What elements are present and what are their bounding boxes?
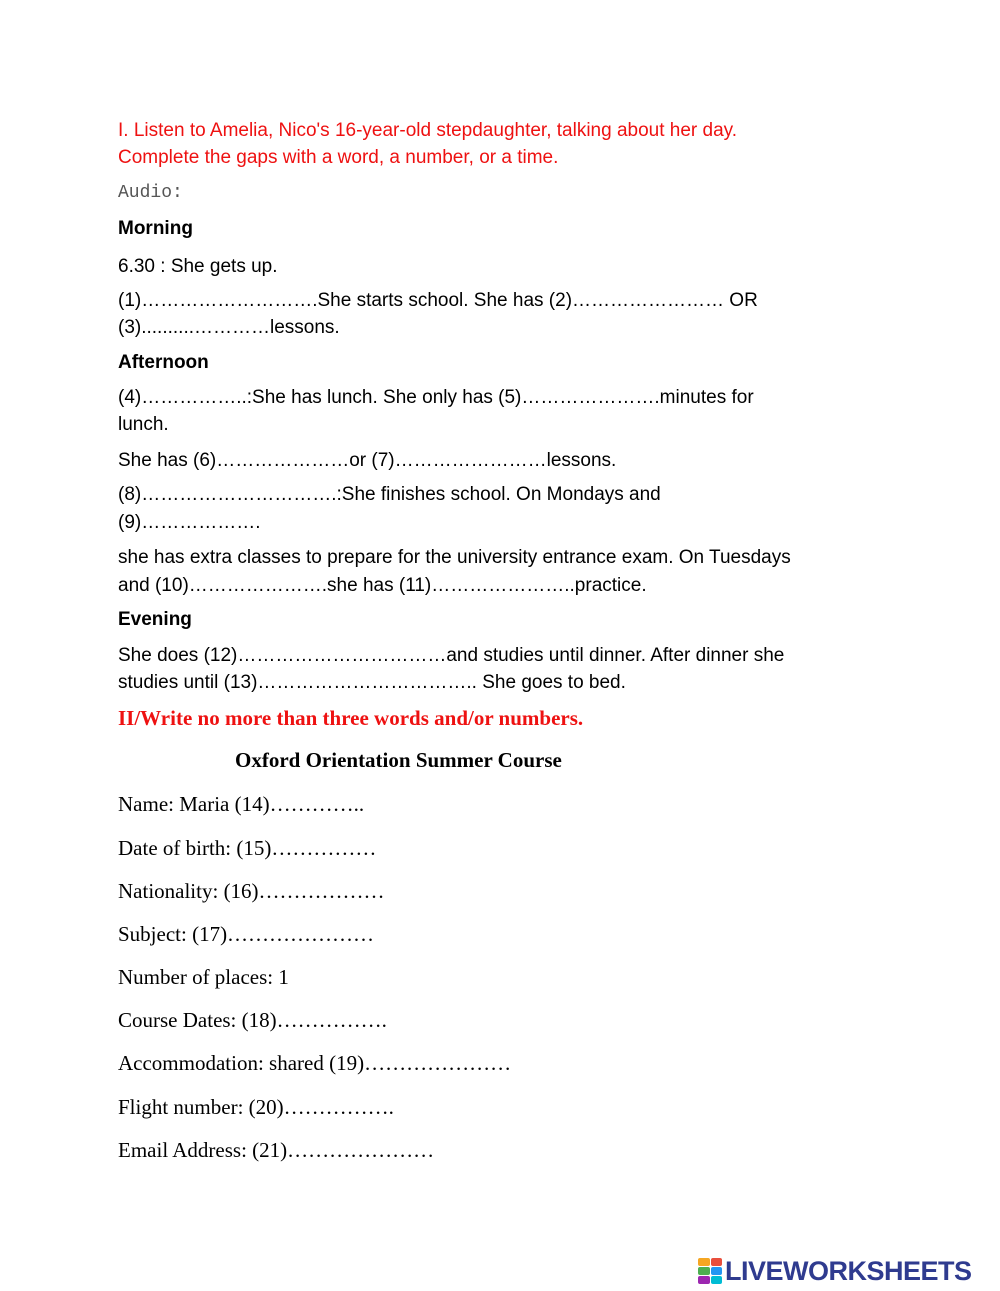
field-accommodation: Accommodation: shared (19)………………… bbox=[118, 1051, 512, 1075]
morning-line-1: 6.30 : She gets up. bbox=[118, 256, 278, 277]
field-subject: Subject: (17)………………… bbox=[118, 922, 375, 946]
afternoon-line-3: She has (6)…………………or (7)……………………lessons. bbox=[118, 450, 617, 471]
field-name: Name: Maria (14)………….. bbox=[118, 792, 365, 816]
afternoon-line-1: (4)……………..:She has lunch. She only has (5)………………….minutes for bbox=[118, 387, 754, 408]
liveworksheets-logo-icon bbox=[698, 1258, 722, 1284]
liveworksheets-logo[interactable] bbox=[698, 1257, 972, 1285]
liveworksheets-logo-text: LIVEWORKSHEETS bbox=[725, 1256, 972, 1286]
afternoon-line-4: (8)………………………….:She finishes school. On Mondays and bbox=[118, 484, 661, 505]
field-date-of-birth: Date of birth: (15)…………… bbox=[118, 836, 377, 860]
course-title: Oxford Orientation Summer Course bbox=[235, 748, 562, 772]
field-number-of-places: Number of places: 1 bbox=[118, 965, 289, 989]
afternoon-heading: Afternoon bbox=[118, 352, 209, 373]
field-email-address: Email Address: (21)………………… bbox=[118, 1138, 435, 1162]
morning-line-3: (3)..........…………lessons. bbox=[118, 317, 340, 338]
audio-label: Audio: bbox=[118, 183, 183, 203]
afternoon-line-2: lunch. bbox=[118, 414, 169, 435]
evening-heading: Evening bbox=[118, 609, 192, 630]
evening-line-1: She does (12)……………………………and studies until dinner. After dinner she bbox=[118, 645, 785, 666]
field-course-dates: Course Dates: (18)……………. bbox=[118, 1008, 387, 1032]
afternoon-line-7: and (10)………………….she has (11)…………………..practice. bbox=[118, 575, 647, 596]
morning-line-2: (1)……………………….She starts school. She has (2)…………………… OR bbox=[118, 290, 758, 311]
field-flight-number: Flight number: (20)……………. bbox=[118, 1095, 394, 1119]
afternoon-line-6: she has extra classes to prepare for the university entrance exam. On Tuesdays bbox=[118, 547, 791, 568]
afternoon-line-5: (9)………………. bbox=[118, 512, 261, 533]
instruction-line-2: Complete the gaps with a word, a number, or a time. bbox=[118, 147, 559, 168]
field-nationality: Nationality: (16)……………… bbox=[118, 879, 385, 903]
evening-line-2: studies until (13)…………………………….. She goes to bed. bbox=[118, 672, 626, 693]
part2-instruction: II/Write no more than three words and/or numbers. bbox=[118, 706, 584, 730]
morning-heading: Morning bbox=[118, 218, 193, 239]
instruction-line-1: I. Listen to Amelia, Nico's 16-year-old stepdaughter, talking about her day. bbox=[118, 120, 738, 141]
